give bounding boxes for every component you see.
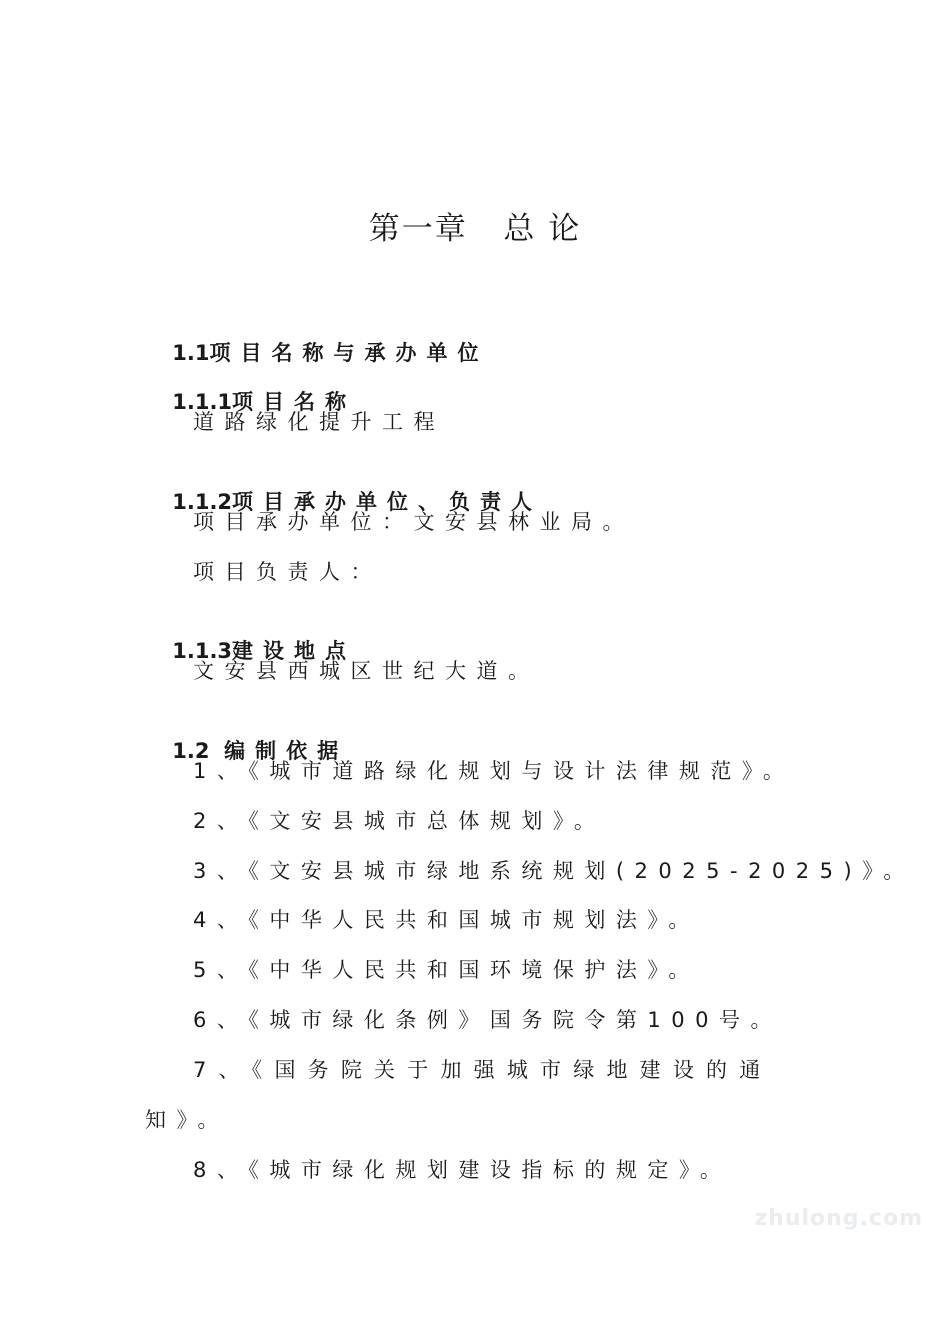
- undertaker-text: 项目承办单位：文安县林业局。: [193, 510, 634, 534]
- section-number: 1.2: [172, 739, 225, 763]
- reference-item: 2、《文安县城市总体规划》。: [193, 809, 606, 833]
- section-number: 1.1.3: [172, 639, 233, 663]
- section-number: 1.1.1: [172, 390, 233, 414]
- reference-item: 3、《文安县城市绿地系统规划(2025-2025)》。: [193, 859, 915, 883]
- reference-item: 5、《中华人民共和国环境保护法》。: [193, 958, 700, 982]
- section-title: 建设地点: [232, 639, 357, 663]
- reference-item: 1、《城市道路绿化规划与设计法律规范》。: [193, 759, 795, 783]
- reference-item: 4、《中华人民共和国城市规划法》。: [193, 908, 700, 932]
- project-name-text: 道路绿化提升工程: [193, 410, 445, 434]
- section-title: 编制依据: [224, 739, 349, 763]
- section-number: 1.1: [172, 341, 210, 365]
- reference-item-continuation: 知》。: [145, 1108, 229, 1132]
- responsible-person-text: 项目负责人：: [193, 560, 382, 584]
- location-text: 文安县西城区世纪大道。: [193, 659, 540, 683]
- section-title: 项目名称: [232, 390, 357, 414]
- reference-item: 8、《城市绿化规划建设指标的规定》。: [193, 1158, 732, 1182]
- watermark-logo: zhulong.com: [754, 1206, 923, 1231]
- section-number: 1.1.2: [172, 490, 233, 514]
- chapter-title: 第一章 总 论: [368, 211, 582, 247]
- section-title: 项目名称与承办单位: [209, 341, 489, 365]
- section-title: 项目承办单位、负责人: [232, 490, 543, 514]
- reference-item: 7、《国务院关于加强城市绿地建设的通: [193, 1058, 773, 1082]
- reference-item: 6、《城市绿化条例》国务院令第100号。: [193, 1008, 782, 1032]
